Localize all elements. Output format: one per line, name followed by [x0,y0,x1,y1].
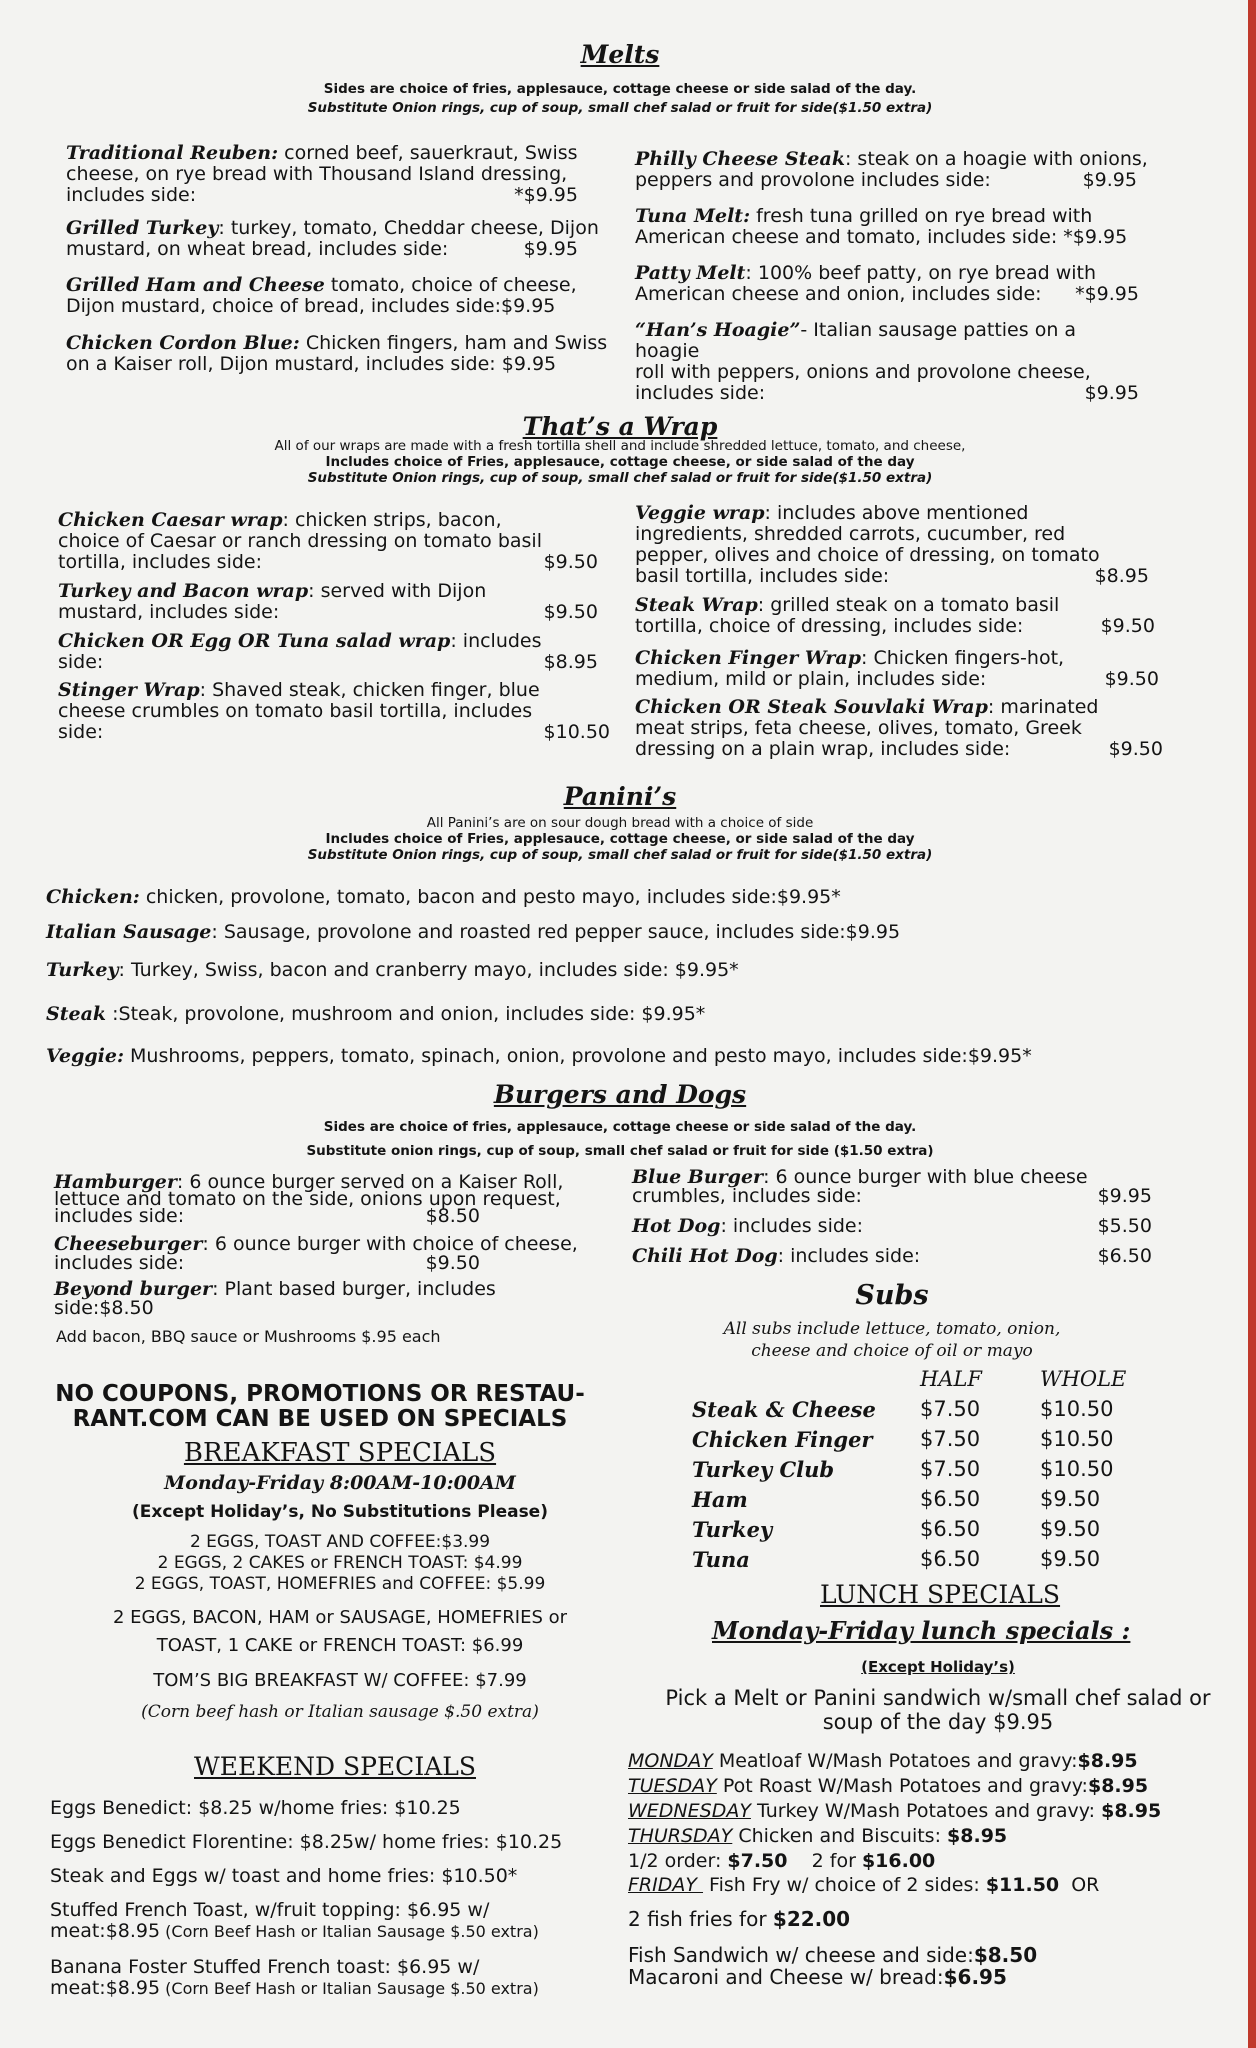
toms-big-breakfast: TOM’S BIG BREAKFAST W/ COFFEE: $7.99 [153,1670,527,1691]
table-row: Tuna $6.50 $9.50 [692,1546,1101,1572]
lunch-friday: FRIDAY Fish Fry w/ choice of 2 sides: $11.50 OR [628,1874,1100,1896]
table-row: Ham $6.50 $9.50 [692,1486,1101,1512]
no-coupons-notice: NO COUPONS, PROMOTIONS OR RESTAU- RANT.COM CAN BE USED ON SPECIALS [55,1381,585,1432]
menu-item-stinger-wrap: Stinger Wrap: Shaved steak, chicken finger, blue cheese crumbles on tomato basil tortilla, includes side: $10.50 [58,679,610,743]
lunch-subtitle: Monday-Friday lunch specials : [712,1616,1131,1645]
lunch-wednesday: WEDNESDAY Turkey W/Mash Potatoes and gravy: $8.95 [628,1800,1162,1822]
panini-italian-sausage: Italian Sausage: Sausage, provolone and roasted red pepper sauce, includes side:$9.95 [46,921,901,943]
weekend-eggs-benedict: Eggs Benedict: $8.25 w/home fries: $10.25 [50,1797,461,1819]
breakfast-except: (Except Holiday’s, No Substitutions Please) [131,1502,548,1522]
lunch-monday: MONDAY Meatloaf W/Mash Potatoes and gravy:$8.95 [628,1750,1138,1772]
subs-col-whole: WHOLE [1040,1367,1127,1391]
menu-item-patty-melt: Patty Melt: 100% beef patty, on rye bread with American cheese and onion, includes side: *$9.95 [635,262,1139,305]
menu-item-beyond-burger: Beyond burger: Plant based burger, includes side:$8.50 [54,1278,496,1319]
panini-turkey: Turkey: Turkey, Swiss, bacon and cranberry mayo, includes side: $9.95* [46,959,739,981]
menu-item-hans-hoagie: “Han’s Hoagie”- Italian sausage patties on a hoagie roll with peppers, onions and provolone cheese, includes side: $9.95 [635,319,1139,404]
wraps-title: That’s a Wrap [522,412,718,441]
panini-steak: Steak :Steak, provolone, mushroom and onion, includes side: $9.95* [46,1003,706,1025]
melts-title: Melts [580,40,660,69]
burger-addons: Add bacon, BBQ sauce or Mushrooms $.95 each [56,1327,441,1346]
breakfast-hours: Monday-Friday 8:00AM-10:00AM [164,1472,516,1494]
table-row: Chicken Finger $7.50 $10.50 [692,1426,1114,1452]
lunch-title: LUNCH SPECIALS [820,1580,1061,1609]
menu-item-blue-burger: Blue Burger: 6 ounce burger with blue cheese crumbles, includes side: $9.95 [632,1166,1152,1207]
menu-item-hamburger: Hamburger: 6 ounce burger served on a Kaiser Roll, lettuce and tomato on the side, onions upon request, includes side: $8.50 [54,1171,564,1227]
menu-item-chicken-cordon-blue: Chicken Cordon Blue: Chicken fingers, ham and Swiss on a Kaiser roll, Dijon mustard, includes side: $9.95 [66,332,608,375]
table-row: Turkey Club $7.50 $10.50 [692,1456,1114,1482]
menu-item-grilled-ham-cheese: Grilled Ham and Cheese tomato, choice of cheese, Dijon mustard, choice of bread, includes side:$9.95 [66,274,577,317]
menu-item-souvlaki-wrap: Chicken OR Steak Souvlaki Wrap: marinated meat strips, feta cheese, olives, tomato, Greek dressing on a plain wrap, includes side: $9.50 [635,696,1163,760]
panini-veggie: Veggie: Mushrooms, peppers, tomato, spinach, onion, provolone and pesto mayo, includes side:$9.95* [46,1045,1032,1067]
red-edge [1248,0,1256,2048]
menu-item-reuben: Traditional Reuben: corned beef, sauerkraut, Swiss cheese, on rye bread with Thousand Island dressing, includes side: *$9.95 [66,142,578,206]
breakfast-combo: 2 EGGS, BACON, HAM or SAUSAGE, HOMEFRIES or TOAST, 1 CAKE or FRENCH TOAST: $6.99 [112,1607,568,1656]
breakfast-title: BREAKFAST SPECIALS [183,1438,497,1468]
breakfast-extra: (Corn beef hash or Italian sausage $.50 extra) [141,1702,539,1722]
menu-item-veggie-wrap: Veggie wrap: includes above mentioned ingredients, shredded carrots, cucumber, red pepper, olives and choice of dressing, on tomato basil tortilla, includes side: $8.95 [635,502,1149,587]
menu-item-cheeseburger: Cheeseburger: 6 ounce burger with choice of cheese, includes side: $9.50 [54,1233,578,1274]
subs-title: Subs [855,1280,929,1311]
menu-item-steak-wrap: Steak Wrap: grilled steak on a tomato basil tortilla, choice of dressing, includes side: $9.50 [635,594,1155,637]
menu-item-salad-wrap: Chicken OR Egg OR Tuna salad wrap: includes side: $8.95 [58,630,598,673]
menu-item-philly-cheese-steak: Philly Cheese Steak: steak on a hoagie with onions, peppers and provolone includes side: $9.95 [635,148,1148,191]
breakfast-lines: 2 EGGS, TOAST AND COFFEE:$3.99 2 EGGS, 2 CAKES or FRENCH TOAST: $4.99 2 EGGS, TOAST, HOMEFRIES and COFFEE: $5.99 [134,1532,546,1594]
lunch-thursday: THURSDAY Chicken and Biscuits: $8.95 [628,1825,1008,1847]
table-row: Turkey $6.50 $9.50 [692,1516,1101,1542]
weekend-eggs-florentine: Eggs Benedict Florentine: $8.25w/ home fries: $10.25 [50,1831,563,1853]
menu-item-grilled-turkey: Grilled Turkey: turkey, tomato, Cheddar cheese, Dijon mustard, on wheat bread, includes side: $9.95 [66,217,599,260]
table-row: Steak & Cheese $7.50 $10.50 [692,1396,1114,1422]
paninis-title: Panini’s [563,782,677,811]
lunch-except: (Except Holiday’s) [861,1658,1015,1676]
melts-note: Sides are choice of fries, applesauce, cottage cheese or side salad of the day. Substitute Onion rings, cup of soup, small chef salad or fruit for side($1.50 extra) [307,81,933,116]
menu-item-chicken-caesar-wrap: Chicken Caesar wrap: chicken strips, bacon, choice of Caesar or ranch dressing on tomato basil tortilla, includes side: $9.50 [58,509,598,573]
menu-item-chili-hot-dog: Chili Hot Dog: includes side: $6.50 [632,1245,1152,1267]
lunch-half-order: 1/2 order: $7.50 2 for $16.00 [628,1850,936,1872]
subs-col-half: HALF [920,1367,982,1391]
menu-item-tuna-melt: Tuna Melt: fresh tuna grilled on rye bread with American cheese and tomato, includes side: *$9.95 [635,205,1128,248]
burgers-note: Sides are choice of fries, applesauce, cottage cheese or side salad of the day. Substitute onion rings, cup of soup, small chef salad or fruit for side ($1.50 extra) [306,1119,934,1159]
weekend-banana-foster: Banana Foster Stuffed French toast: $6.95 w/ meat:$8.95 (Corn Beef Hash or Italian Sausage $.50 extra) [50,1956,539,1999]
subs-table [692,1364,1126,1574]
weekend-steak-eggs: Steak and Eggs w/ toast and home fries: $10.50* [50,1865,518,1887]
weekend-stuffed-french-toast: Stuffed French Toast, w/fruit topping: $6.95 w/ meat:$8.95 (Corn Beef Hash or Italian Sausage $.50 extra) [50,1899,539,1942]
lunch-tuesday: TUESDAY Pot Roast W/Mash Potatoes and gravy:$8.95 [628,1775,1149,1797]
menu-item-chicken-finger-wrap: Chicken Finger Wrap: Chicken fingers-hot, medium, mild or plain, includes side: $9.50 [635,647,1159,690]
wraps-note: All of our wraps are made with a fresh tortilla shell and include shredded lettuce, tomato, and cheese, Includes choice of Fries, applesauce, cottage cheese, or side salad of the day Substitute Onion rings, cup of soup, small chef salad or fruit for side($1.50 extra) [274,438,966,486]
lunch-two-fish-fries: 2 fish fries for $22.00 [628,1907,851,1931]
weekend-title: WEEKEND SPECIALS [194,1752,476,1781]
subs-note: All subs include lettuce, tomato, onion, cheese and choice of oil or mayo [723,1319,1061,1361]
panini-chicken: Chicken: chicken, provolone, tomato, bacon and pesto mayo, includes side:$9.95* [46,886,841,908]
menu-item-hot-dog: Hot Dog: includes side: $5.50 [632,1215,1152,1237]
lunch-mac-cheese: Macaroni and Cheese w/ bread:$6.95 [628,1965,1007,1989]
subs-header-row [692,1364,1126,1394]
menu-item-turkey-bacon-wrap: Turkey and Bacon wrap: served with Dijon mustard, includes side: $9.50 [58,580,598,623]
burgers-title: Burgers and Dogs [493,1080,747,1109]
paninis-note: All Panini’s are on sour dough bread with a choice of side Includes choice of Fries, applesauce, cottage cheese, or side salad of the day Substitute Onion rings, cup of soup, small chef salad or fruit for side($1.50 extra) [307,815,933,863]
lunch-fish-sandwich: Fish Sandwich w/ cheese and side:$8.50 [628,1943,1038,1967]
lunch-pick: Pick a Melt or Panini sandwich w/small chef salad or soup of the day $9.95 [665,1686,1211,1734]
